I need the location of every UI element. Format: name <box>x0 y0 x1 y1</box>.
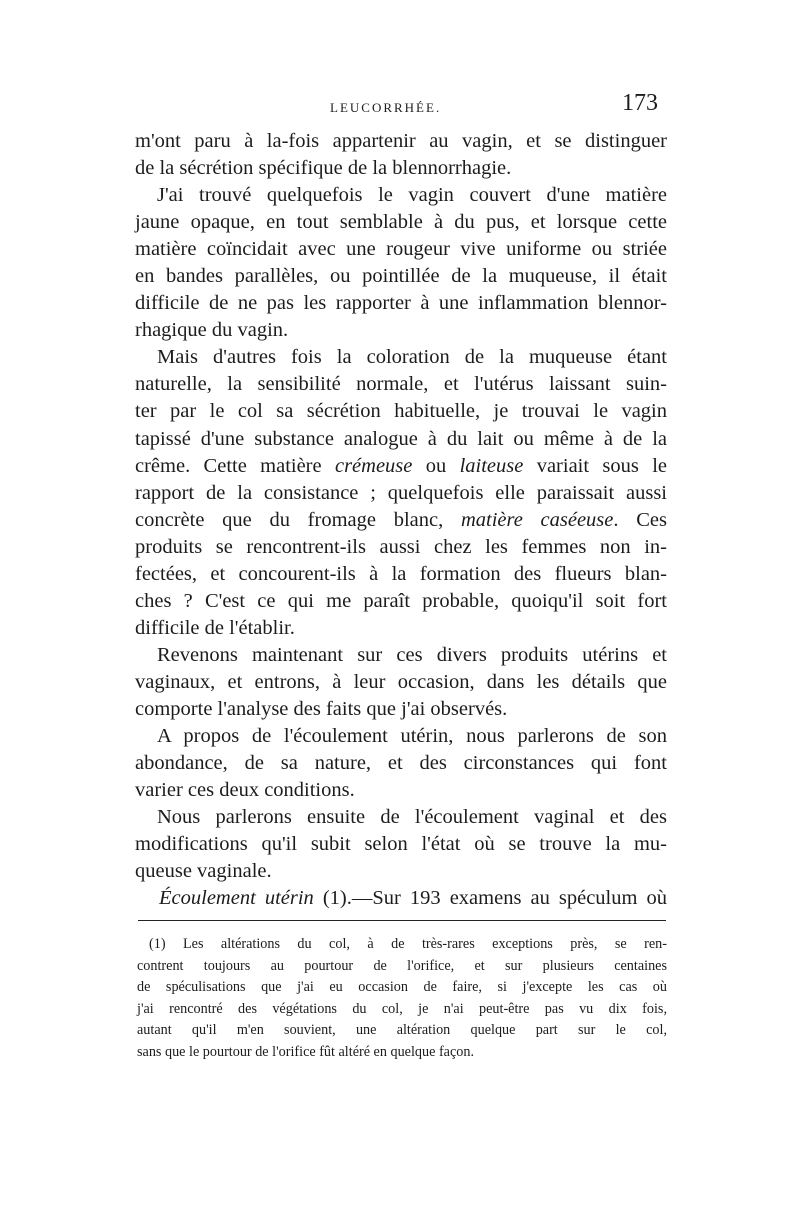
text-line: comporte l'analyse des faits que j'ai observés. <box>135 697 508 720</box>
page-number: 173 <box>622 90 658 116</box>
text-line: ter par le col sa sécrétion habituelle, je trouvai le vagin <box>135 400 667 423</box>
text-line: A propos de l'écoulement utérin, nous parlerons de son <box>157 725 667 748</box>
text-line: modifications qu'il subit selon l'état où se trouve la mu- <box>135 833 667 856</box>
text-line: rhagique du vagin. <box>135 319 289 342</box>
text-line: varier ces deux conditions. <box>135 779 355 802</box>
text-line: difficile de ne pas les rapporter à une inflammation blennor- <box>135 292 667 315</box>
text-line: Revenons maintenant sur ces divers produits utérins et <box>157 643 667 666</box>
text-line: concrète que du fromage blanc, matière caséeuse. Ces <box>135 508 667 531</box>
text-line: crême. Cette matière crémeuse ou laiteuse variait sous le <box>135 454 667 477</box>
footnote-line: contrent toujours au pourtour de l'orifice, et sur plusieurs centaines <box>137 957 667 974</box>
italic-phrase: Écoulement utérin <box>159 887 314 910</box>
text-line: m'ont paru à la-fois appartenir au vagin, et se distinguer <box>135 130 667 152</box>
footnote-divider <box>138 920 666 921</box>
text-line: jaune opaque, en tout semblable à du pus, et lorsque cette <box>135 211 667 234</box>
footnote <box>137 934 667 1063</box>
footnote-line: j'ai rencontré des végétations du col, je n'ai peut-être pas vu dix fois, <box>137 1000 667 1017</box>
text-line: rapport de la consistance ; quelquefois elle paraissait aussi <box>135 481 667 504</box>
footnote-line: autant qu'il m'en souvient, une altération quelque part sur le col, <box>137 1022 667 1038</box>
text-line: Mais d'autres fois la coloration de la muqueuse étant <box>157 346 667 369</box>
text-line: queuse vaginale. <box>135 860 272 883</box>
text-line: difficile de l'établir. <box>135 616 295 639</box>
subheading-line: Écoulement utérin (1).—Sur 193 examens au spéculum où <box>159 887 667 910</box>
text-line: naturelle, la sensibilité normale, et l'utérus laissant suin- <box>135 373 667 396</box>
footnote-line: de spéculisations que j'ai eu occasion de faire, si j'excepte les cas où <box>137 979 667 995</box>
italic-phrase: laiteuse <box>459 454 524 477</box>
text-line: vaginaux, et entrons, à leur occasion, dans les détails que <box>135 670 667 693</box>
italic-phrase: matière caséeuse <box>460 508 614 531</box>
running-title: LEUCORRHÉE. <box>330 100 442 115</box>
text-line: abondance, de sa nature, et des circonstances qui font <box>135 752 667 775</box>
italic-phrase: crémeuse <box>334 454 413 477</box>
text-line: J'ai trouvé quelquefois le vagin couvert d'une matière <box>157 184 667 207</box>
text-line: de la sécrétion spécifique de la blennorrhagie. <box>135 157 512 180</box>
body-text <box>135 128 667 912</box>
footnote-line: (1) Les altérations du col, à de très-rares exceptions près, se ren- <box>149 936 667 952</box>
text-line: Nous parlerons ensuite de l'écoulement vaginal et des <box>157 806 667 829</box>
text-line: en bandes parallèles, ou pointillée de la muqueuse, il était <box>135 265 667 288</box>
text-line: fectées, et concourent-ils à la formation des flueurs blan- <box>135 562 667 585</box>
text-line: matière coïncidait avec une rougeur vive uniforme ou striée <box>135 238 667 261</box>
footnote-line: sans que le pourtour de l'orifice fût altéré en quelque façon. <box>137 1043 475 1060</box>
text-line: ches ? C'est ce qui me paraît probable, quoiqu'il soit fort <box>135 589 667 612</box>
text-line: produits se rencontrent-ils aussi chez les femmes non in- <box>135 535 667 558</box>
text-line: tapissé d'une substance analogue à du lait ou même à de la <box>135 427 667 450</box>
